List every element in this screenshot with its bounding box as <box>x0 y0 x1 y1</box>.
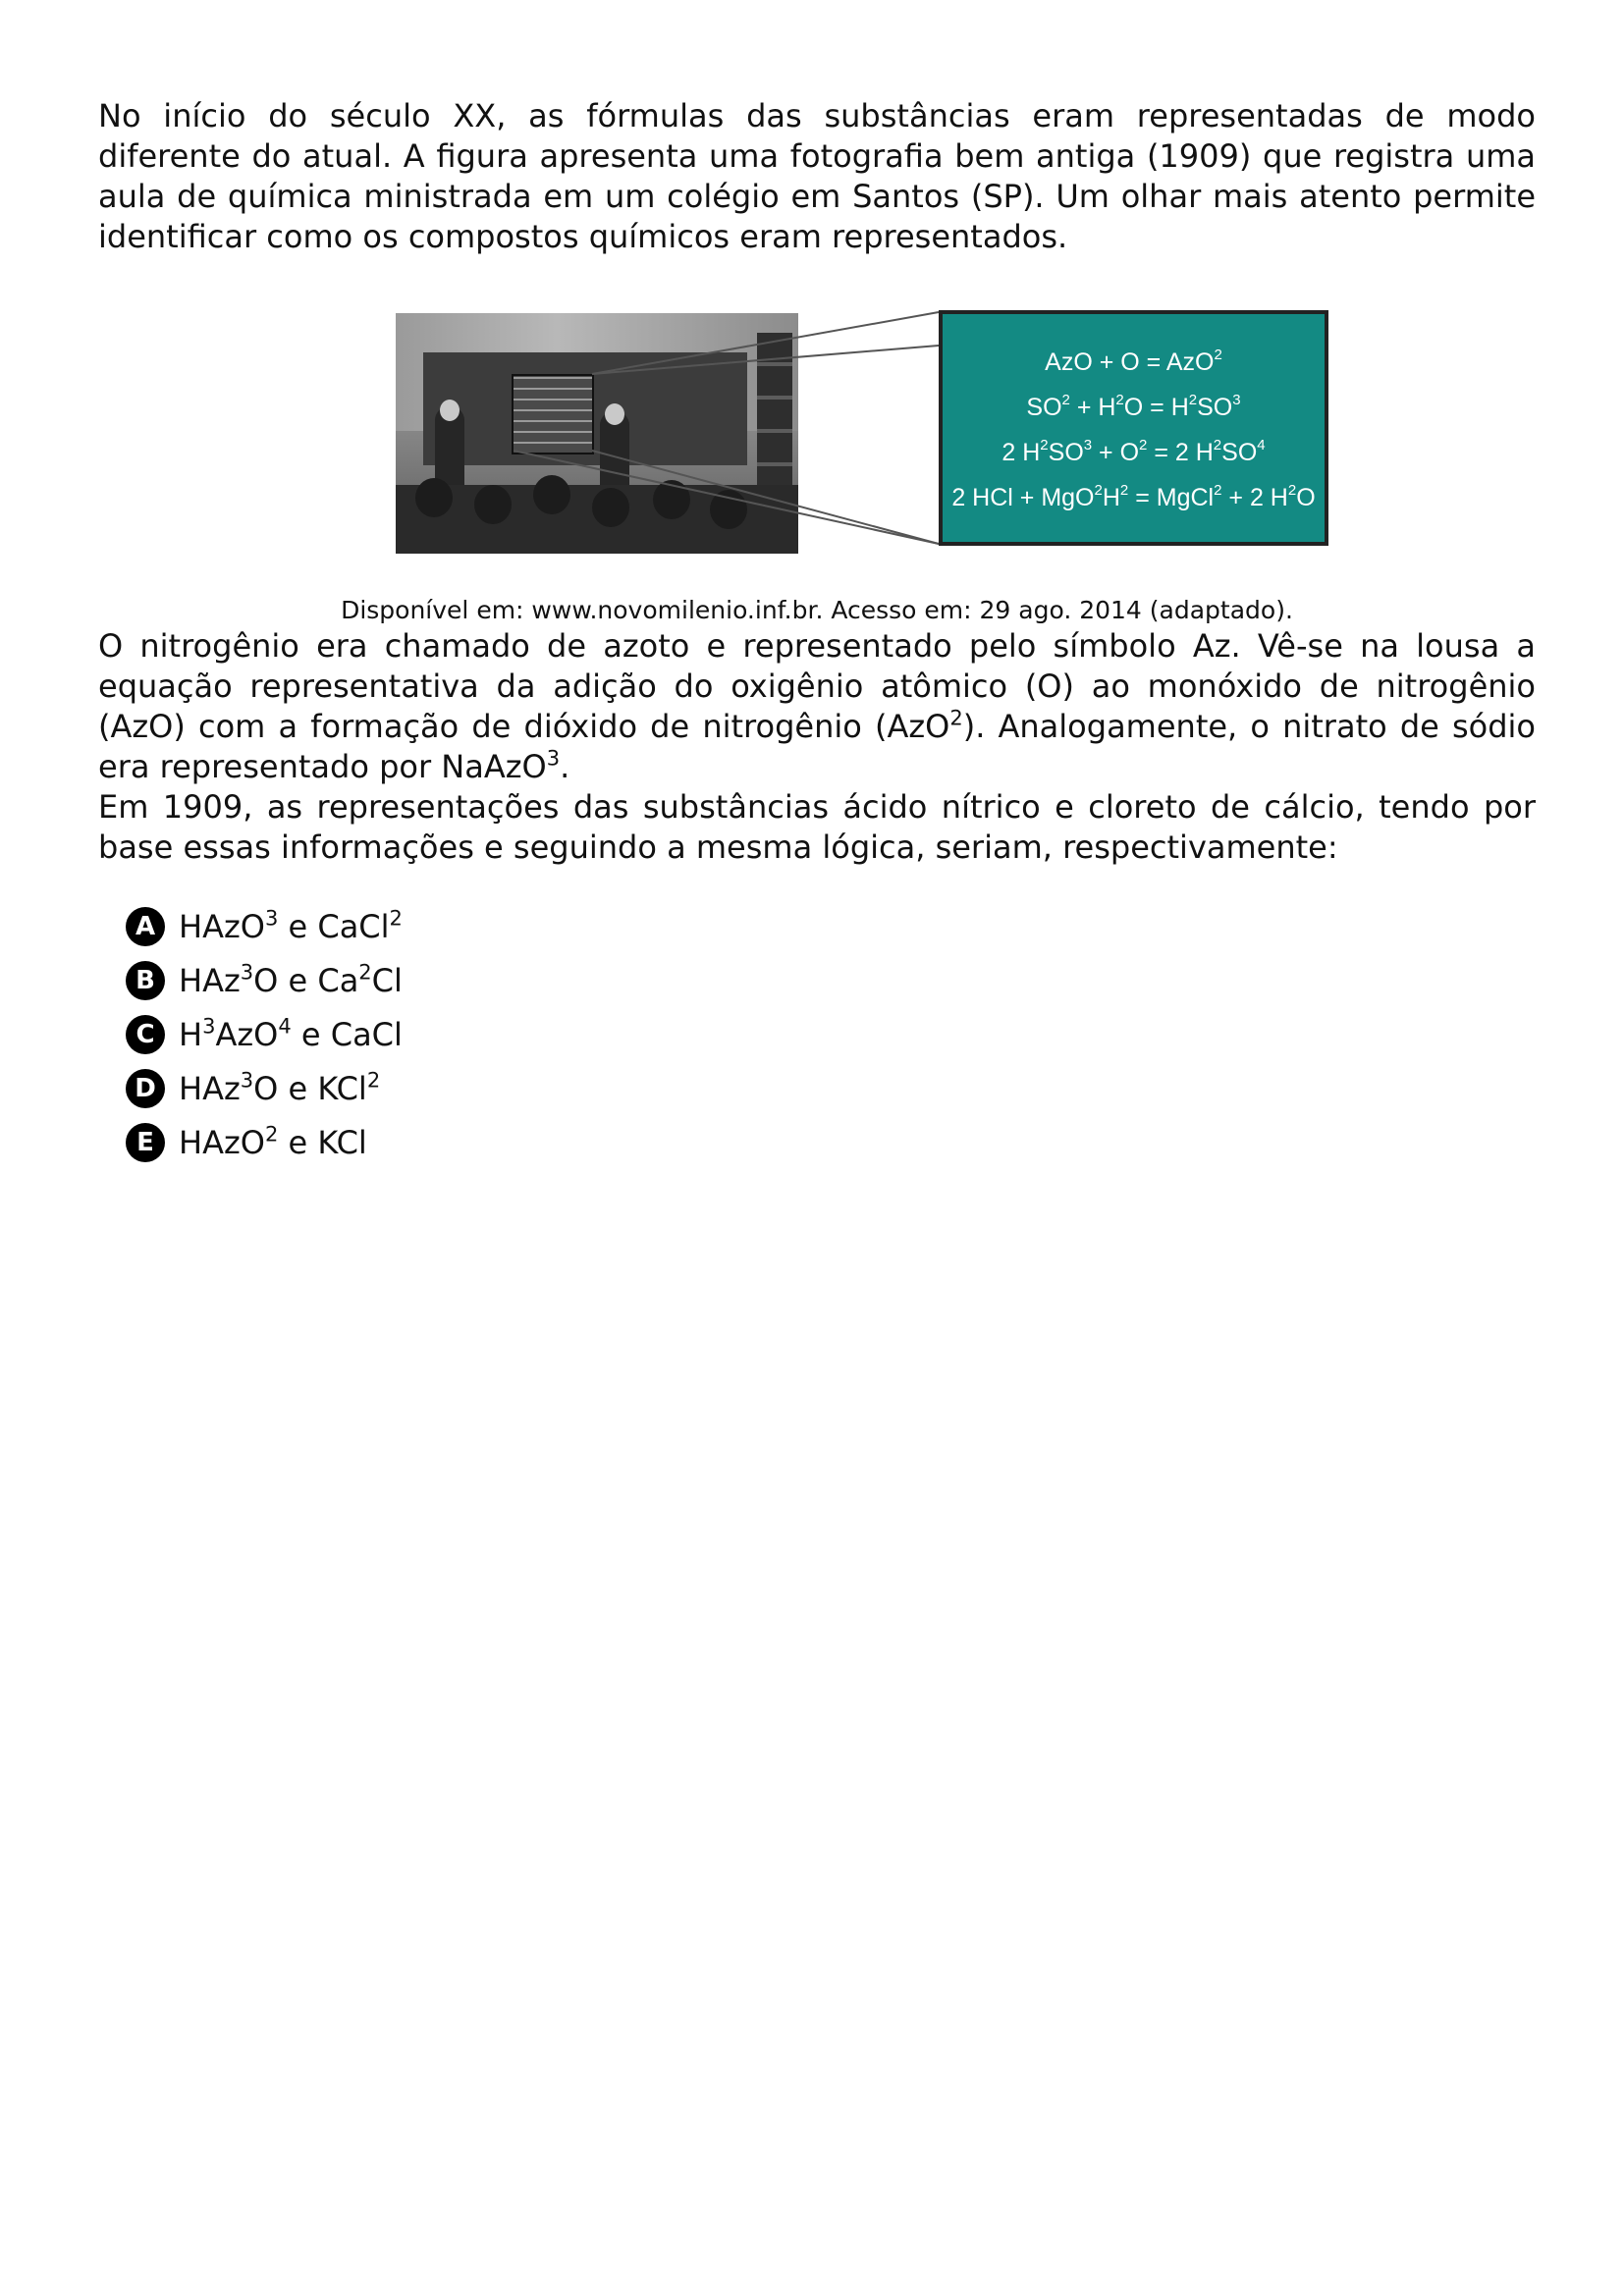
intro-paragraph: No início do século XX, as fórmulas das substâncias eram representadas de modo diferente do atual. A figura apresenta uma fotografia bem antiga (1909) que registra uma aula de química ministrada em um colégio em Santos (SP). Um olhar mais atento permite identificar como os compostos químicos eram representados. <box>98 97 1536 255</box>
question-page <box>98 96 1536 1169</box>
blackboard-zoom <box>939 310 1328 546</box>
option-d[interactable] <box>126 1061 1536 1115</box>
option-text: HAz$^3$O e KCl$^2$ <box>179 1067 381 1107</box>
question-prompt: Em 1909, as representações das substâncias ácido nítrico e cloreto de cálcio, tendo por base essas informações e seguindo a mesma lógica, seriam, respectivamente: <box>98 788 1536 866</box>
context-paragraph: O nitrogênio era chamado de azoto e representado pelo símbolo Az. Vê-se na lousa a equação representativa da adição do oxigênio atômico (O) ao monóxido de nitrogênio (AzO) com a formação de dióxido de nitrogênio (AzO$^2$). Analogamente, o nitrato de sódio era representado por NaAzO$^3$. <box>98 627 1537 785</box>
option-text: $H^3AzO^4$ e CaCl <box>179 1013 403 1053</box>
option-letter-badge: B <box>126 961 165 1000</box>
board-equation: 2 HCl + $MgO^2H^2$ = MgCl$^2$ + 2 $H^2O$ <box>951 481 1316 511</box>
option-text: HAzO$^3$ e CaCl$^2$ <box>179 905 403 945</box>
board-equation: AzO + O = AzO$^2$ <box>1045 346 1222 376</box>
option-text: HAz$^3$O e Ca$^2$Cl <box>179 959 403 999</box>
option-letter-badge: C <box>126 1015 165 1054</box>
board-equation: $SO^2 + H^2O = H^2SO^3$ <box>1026 391 1241 421</box>
option-e[interactable] <box>126 1115 1536 1169</box>
option-a[interactable] <box>126 899 1536 953</box>
option-c[interactable] <box>126 1007 1536 1061</box>
figure-source: Disponível em: www.novomilenio.inf.br. Acesso em: 29 ago. 2014 (adaptado). <box>341 596 1293 624</box>
option-letter-badge: E <box>126 1123 165 1162</box>
option-letter-badge: D <box>126 1069 165 1108</box>
answer-options <box>126 899 1536 1169</box>
option-b[interactable] <box>126 953 1536 1007</box>
option-letter-badge: A <box>126 907 165 946</box>
classroom-figure <box>396 308 1328 554</box>
board-equation: 2 $H^2SO^3 + O^2 = 2$ $H^2SO^4$ <box>1001 436 1266 466</box>
option-text: HAzO$^2$ e KCl <box>179 1121 367 1161</box>
